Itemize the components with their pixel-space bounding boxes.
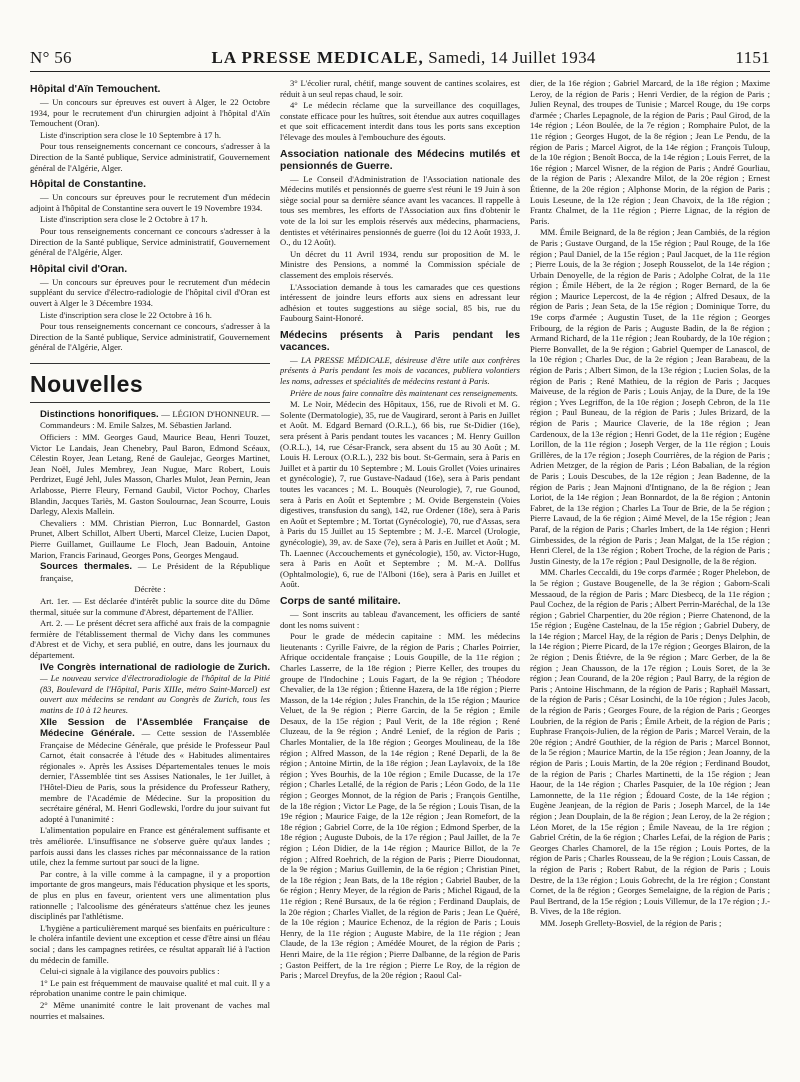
paragraph: Celui-ci signale à la vigilance des pouvoirs publics : <box>40 966 220 977</box>
section-title: Hôpital d'Aïn Temouchent. <box>30 84 161 95</box>
paragraph: Pour tous renseignements concernant ce concours s'adresser à la Direction de la Santé publique, Service administratif, Gouvernement général de l'Algérie, Alger. <box>30 225 270 258</box>
page-header <box>30 40 770 72</box>
paragraph: L'hygiène a particulièrement marqué ses bienfaits en puériculture : le choléra infantile devient une exception et cesse d'être ainsi un fléau social ; dans les campagnes retirées, ce résultat apparaît lié à l'action du médecin de famille. <box>30 922 270 965</box>
paragraph: Art. 1er. — Est déclarée d'intérêt public la source dite du Dôme thermal, située sur la commune d'Abrest, département de l'Allier. <box>30 595 270 617</box>
paragraph: — LA PRESSE MÉDICALE, désireuse d'être utile aux confrères présents à Paris pendant les mois de vacances, publiera volontiers les noms, adresses et spécialités de médecins restant à Paris. <box>280 354 520 387</box>
paragraph-text: — Cette session de l'Assemblée Française de Médecine Générale, que préside le Professeur Paul Carnot, était consacrée à l'étude des « Habitudes alimentaires régionales ». Après les Assises Départementales tenues le mois dernier, l'Assemblée tint ses Assises Nationales, le 1er Juillet, à l'Hôtel-Dieu de Paris, sous la présidence du Professeur Rathery, membre de l'Académie de Médecine. Sur la proposition du secrétaire général, M. Henri Godlewski, l'ordre du jour suivant fut adopté à l'unanimité : <box>40 728 270 824</box>
paragraph: L'alimentation populaire en France est généralement suffisante et très améliorée. L'insuffisance ne s'observe guère qu'aux landes ; parfois aussi dans les classes riches par méconnaissance de la ration utile, chez la femme surtout par souci de la ligne. <box>30 825 270 868</box>
paragraph <box>30 662 270 716</box>
paragraph <box>30 561 270 583</box>
paragraph: L'Association demande à tous les camarades que ces questions intéressent de joindre leurs efforts aux siens en adressant leur adhésion et toutes suggestions au siège social, 85 bis, rue du Faubourg Saint-Honoré. <box>280 281 520 324</box>
paragraph: Pour tous renseignements concernant ce concours, s'adresser à la Direction de la Santé publique, Service administratif, Gouvernement général de l'Algérie, Alger. <box>30 321 270 353</box>
paragraph: M. Le Noir, Médecin des Hôpitaux, 156, rue de Rivoli et M. G. Solente (Dermatologie), 35, rue de Vaugirard, seront à Paris en Juillet et Août. M. Edgard Bernard (O.R.L.), 66 bis, rue St-Didier (16e), sera présent à Paris pendant toutes les vacances ; M. Henry Guillon (O.R.L.), 14, rue César-Franck, sera absent du 15 au 30 Août ; M. Louis H. Leroux (O.R.L.), 232 bis bout. St-Germain, sera à Paris en Juillet et à partir du 10 Septembre ; M. Louis Grollet (Voies urinaires et gynécologie), 7, rue Gustave-Nadaud (16e), sera à Paris pendant toutes les vacances ; M. L. Bouquès (Neurologie), 7, rue Gounod, sera à Paris en Août et Septembre ; M. Ovide Bergenstein (Voies digestives, transfusion du sang), 142, rue Ordener (18e), sera à Paris en Août et Septembre ; M. Tortat (Gynécologie), 70, rue d'Assas, sera à Paris du 15 Juillet au 15 Septembre ; M. J.-E. Marcel (Urologie, gynécologie), 39, av. de Saxe (7e), sera à Paris en Juillet et Août ; M. Th. Laennec (Accouchements et gynécologie), 150, av. Victor-Hugo, sera à Paris en Août et Septembre ; M. M.-A. Dollfus (Ophtalmologie), 6, rue de l'Alboni (16e), sera à Paris en Juillet et Août. <box>280 399 520 590</box>
column-1 <box>30 78 270 1062</box>
paragraph: 1° Le pain est fréquemment de mauvaise qualité et mal cuit. Il y a réprobation unanime contre le pain chimique. <box>30 977 270 999</box>
paragraph <box>30 409 270 431</box>
journal-title <box>212 48 596 68</box>
paragraph: — Sont inscrits au tableau d'avancement, les officiers de santé dont les noms suivent : <box>280 608 520 630</box>
section-title: Sources thermales. <box>40 561 133 573</box>
paragraph: Chevaliers : MM. Christian Pierron, Luc Bonnardel, Gaston Prunet, Albert Schillot, Albert Uberti, Marcel Cleize, Lucien Dapot, Pierre Guillamet, Guillaume Le Floch, Jean Badouin, Antoine Marion, Francis Farinaud, Georges Pons, Georges Mengaud. <box>30 517 270 560</box>
paragraph: Officiers : MM. Georges Gaud, Maurice Beau, Henri Touzet, Victor Le Landais, Jean Chenebry, Paul Baron, Edmond Scéaux, Célestin Royer, Jean Letang, René de Gaulejac, Georges Martinet, Jean Noël, Jules Membrey, Jean Nugue, Marc Robert, Louis Perdrizet, Eugé Jehl, Jules Masson, Charles Mulot, Jean Pernin, Jean Arlabosse, Pierre Fleury, Fernand Gaubil, Victor Pochoy, Charles Blandin, Jacques Tariès, M. Gaston Soulournac, Jean Scourre, Louis Darlegy, Alexis Mallein. <box>30 432 270 517</box>
paragraph: Art. 2. — Le présent décret sera affiché aux frais de la compagnie fermière de l'établissement thermal de Vichy dans les communes d'Abrest et de Vichy, et sera publié, en outre, dans les journaux du département. <box>30 618 270 660</box>
issue-number: N° 56 <box>30 48 72 67</box>
paragraph: — Le Conseil d'Administration de l'Association nationale des Médecins mutilés et pensionnés de guerre s'est réuni le 19 Juin à son siège social pour sa dernière séance avant les vacances. Il rappelle à tous ses membres, les efforts de l'Association aux fins d'obtenir le vote de la loi sur les emplois réservés aux médecins, pharmaciens, dentistes et vétérinaires pensionnés de guerre (loi du 12 Août 1933, J. O., du 12 Août). <box>280 173 520 248</box>
paragraph-text: — Le Président de la République française, <box>40 561 270 583</box>
section-title: Distinctions honorifiques. <box>40 408 159 420</box>
paragraph: Liste d'inscription sera close le 22 Octobre à 16 h. <box>40 309 212 320</box>
section-title: Médecins présents à Paris pendant les vacances. <box>280 329 520 353</box>
paragraph-text: — Le nouveau service d'électroradiologie de l'hôpital de la Pitié (83, Boulevard de l'Hôpital, Paris XIIIe, métro Saint-Marcel) est ouvert aux médecins se rendant au Congrès de Zurich, tous les matins de 10 à 12 heures. <box>40 673 270 715</box>
paragraph-text: — LÉGION D'HONNEUR. — Commandeurs : M. Emile Salzes, M. Sébastien Jarland. <box>40 408 270 431</box>
section-title: Association nationale des Médecins mutilés et pensionnés de Guerre. <box>280 148 520 172</box>
paragraph: Liste d'inscription sera close le 2 Octobre à 17 h. <box>40 214 208 225</box>
paragraph: 4° Le médecin réclame que la surveillance des coquillages, constate efficace pour les huîtres, soit étendue aux autres coquillages et que soit efficacement interdit dans tous les ports sans exception l'élevage des moules à l'embouchure des égouts. <box>280 100 520 142</box>
section-title: Hôpital de Constantine. <box>30 179 147 191</box>
paragraph: Par contre, à la ville comme à la campagne, il y a proportion importante de gros mangeurs, mais l'éducation physique et les sports, de plus en plus en faveur, orientent vers une alimentation plus rationnelle ; l'alcoolisme des générateurs s'atténue chez les jeunes disciplinés par l'athlétisme. <box>30 868 270 922</box>
paragraph: Pour le grade de médecin capitaine : MM. les médecins lieutenants : Cyrille Faivre, de la région de Paris ; Charles Poirrier, Afrique occidentale française ; Louis Goupille, de la 11e région ; Charles Lasserre, de la 18e région ; Pierre Keller, des troupes du groupe de l'Indochine ; Louis Fagart, de la 9e région ; Théodore Chevalier, de la 13e région ; Étienne Hazera, de la 18e région ; Pierre Masson, de la 14e région ; Jules Franchin, de la 15e région ; Maurice Veluet, de la 9e région ; Pierre Garcin, de la 5e région ; Emile Desaux, de la 15e région ; Paul Verit, de la 18e région ; René Cluzeau, de la 9e région ; André Lenief, de la région de Paris ; Charles Montalier, de la 18e région ; Georges Moulineau, de la 18e région ; Alfred Masson, de la 14e région ; René Deparli, de la 8e région ; Antoine Mirtin, de la 18e région ; Jean Laylavoix, de la 18e région ; Yves Bourhis, de la 10e région ; Emile Ducasse, de la 17e région ; Charles Letallé, de la région de Paris ; Léon Godo, de la 11e région ; Georges Monnot, de la région de Paris ; François Gentilhe, de la 18e région ; Victor Le Page, de la 5e région ; Louis Tisan, de la 19e région ; Maurice Faige, de la 12e région ; Jean Romefort, de la 18e région ; Gabriel Corre, de la 10e région ; Edmond Sperber, de la 18e région ; Auguste Dubois, de la 17e région ; Paul Jaillet, de la 7e région ; Léon Didier, de la 14e région ; Maurice Billot, de la 7e région ; Alfred Roehrich, de la région de Paris ; Pierre Dioudonnat, de la 9e région ; Marius Guillemin, de la 6e région ; Christian Pinet, de la 18e région ; Jean Bats, de la 18e région ; Gabriel Bauber, de la 6e région ; Henry Meyer, de la région de Paris ; Michel Rigaud, de la 11e région ; René Bursaux, de la 6e région ; Ferdinand Dauplais, de la 20e région ; Charles Viallet, de la région de Paris ; Jean Le Quéré, de la 10e région ; Maurice Echenoz, de la région de Paris ; Louis Henry, de la 11e région ; Auguste Mabire, de la 11e région ; Jean Claude, de la 13e région ; Amédée Mouret, de la région de Paris ; Henri Maire, de la 11e région ; Pierre Dalbanne, de la région de Paris ; Gaston Peiffert, de la 1re région ; Pierre Le Roy, de la région de Paris ; Marcel Dreyfus, de la 20e région ; Raoul Cal- <box>280 631 520 981</box>
paragraph: — Un concours sur épreuves pour le recrutement d'un médecin adjoint à l'hôpital de Constantine sera ouvert le 19 Novembre 1934. <box>30 192 270 213</box>
paragraph: — Un concours sur épreuves est ouvert à Alger, le 22 Octobre 1934, pour le recrutement d'un chirurgien adjoint à l'hôpital d'Aïn Temouchent (Oran). <box>30 97 270 129</box>
section-title: Corps de santé militaire. <box>280 595 401 607</box>
paragraph: Décrète : <box>134 584 166 595</box>
paragraph: Un décret du 11 Avril 1934, rendu sur proposition de M. le Ministre des Pensions, a nommé la Commission spéciale de classement des emplois réservés. <box>280 248 520 280</box>
paragraph: dier, de la 16e région ; Gabriel Marcard, de la 18e région ; Maxime Leroy, de la région de Paris ; Henri Verdier, de la région de Paris ; Julien Reynal, des troupes de Tunisie ; Marcel Rouge, du 19e corps d'armée ; Charles Lepagnole, de la région de Paris ; Paul Girod, de la 14e région ; Léon Boulée, de la 7e région ; Romphaire Pulot, de la 11e région ; Georges Hugot, de la 8e région ; Jean Le Pendu, de la région de Paris ; Marcel Aigrot, de la 14e région ; François Tuloup, de la 10e région ; Benoît Bocca, de la 14e région ; Louis Ferret, de la 16e région ; Marcel Wisner, de la région de Paris ; André Gourliau, de la région de Paris ; Alexandre Milot, de la 20e région ; Ernest Étienne, de la 20e région ; Alphonse Morin, de la région de Paris ; Louis Leseune, de la 12e région ; Jean Chavoix, de la 18e région ; Frantz Chalmet, de la 11e région ; Pierre Lignac, de la région de Paris. <box>530 78 770 226</box>
section-title: Hôpital civil d'Oran. <box>30 263 128 275</box>
section-title: IVe Congrès international de radiologie de Zurich. <box>40 661 270 673</box>
journal-name: LA PRESSE MEDICALE, <box>211 48 424 67</box>
paragraph <box>30 717 270 825</box>
page-number: 1151 <box>735 48 770 67</box>
paragraph: Pour tous renseignements concernant ce concours, s'adresser à la Direction de la Santé publique, Service administratif, Gouvernement général de l'Algérie, Alger. <box>30 141 270 173</box>
issue-date: Samedi, 14 Juillet 1934 <box>428 48 596 67</box>
section-title: XIIe Session de l'Assemblée Française de Médecine Générale. <box>40 716 270 740</box>
paragraph: — Un concours sur épreuves pour le recrutement d'un médecin suppléant du service d'électro-radiologie de l'hôpital civil d'Oran est ouvert à Alger le 3 Décembre 1934. <box>30 276 270 308</box>
paragraph: 2° Même unanimité contre le lait provenant de vaches mal nourries et malsaines. <box>30 999 270 1021</box>
paragraph: Liste d'inscription sera close le 10 Septembre à 17 h. <box>40 129 222 140</box>
paragraph: MM. Émile Beignard, de la 8e région ; Jean Cambiés, de la région de Paris ; Gustave Ourgand, de la 15e région ; Paul Rouge, de la 16e région ; Paul Daniel, de la 15e région ; Paul Jacquet, de la 11e région ; Pierre Louis, de la 3e région ; Joseph Rousselot, de la 14e région ; Urbain Denoyelle, de la région de Paris ; Adolphe Colrat, de la 11e région ; Émile Hébert, de la 2e région ; Roger Bernard, de la 6e région ; Maurice Lepercost, de la 4e région ; Alfred Desaux, de la région de Paris ; Jean Seta, de la 15e région ; Dominique Torre, du 19e corps d'armée ; Augustin Tuset, de la 11e région ; Georges Fribourg, de la région de Paris ; Auguste Badin, de la 8e région ; Armand Richard, de la 11e région ; Jean Roubardy, de la 10e région ; Pierre Bonvallet, de la 9e région ; Gabriel Quemper de Lanascol, de la 10e région ; Charles Duc, de la 2e région ; Jean Barabeau, de la région de Paris ; Albert Simon, de la 13e région ; Lucien Solas, de la région de Paris ; René Mathieu, de la région de Paris ; Jacques Maiveuse, de la région de Paris ; Louis Anjay, de la Dure, de la 19e région ; Yves Legriffon, de la 10e région ; Joseph Cebron, de la 11e région ; Paul Buneau, de la région de Paris ; Jules Brizard, de la région de Paris ; Maurice Claverie, de la 18e région ; Jean Cardenoux, de la 13e région ; Henri Godet, de la 11e région ; Eugène Lorillon, de la 11e région ; Joseph Verger, de la 11e région ; Louis Grillères, de la 17e région ; Joseph Courrières, de la région de Paris ; Adrien Metzger, de la région de Paris ; Léon Babalian, de la région de Paris ; Louis Descubes, de la 12e région ; Jean Badenne, de la région de Paris ; Jean Majnoni d'Intignano, de la 8e région ; Jean Loriot, de la 14e région ; Jean Bonnardot, de la 8e région ; Antonin Fabret, de la 13e région ; Charles La Tour de Brie, de la 5e région ; Pierre Lavaud, de la 6e région ; Aimé Mevel, de la 15e région ; Jean Paraf, de la région de Paris ; Charles Imbert, de la 14e région ; Henri Gimbessides, de la région de Paris ; Jean Malgat, de la 15e région ; Henri Clerel, de la 13e région ; Robert Troche, de la région de Paris ; Justin Ginesty, de la 17e région ; Paul Designolle, de la 8e région. <box>530 227 770 566</box>
paragraph: Prière de nous faire connaître dès maintenant ces renseignements. <box>290 387 519 398</box>
paragraph: MM. Joseph Grellety-Bosviel, de la région de Paris ; <box>540 917 722 928</box>
paragraph: 3° L'écolier rural, chétif, mange souvent de cantines scolaires, est réduit à un seul repas chaud, le soir. <box>280 78 520 99</box>
columns <box>30 78 770 1062</box>
paragraph: MM. Charles Ceccaldi, du 19e corps d'armée ; Roger Phelebon, de la 5e région ; Gustave Bougenelle, de la 3e région ; Gaborn-Scali Messaoud, de la région de Paris ; Marc Diesbecq, de la 11e région ; Paul Cochez, de la région de Paris ; Albert Perrin-Maréchal, de la 13e région ; Gabriel Charpentier, du 20e région ; Pierre Chatenond, de la 15e région ; Eugène Castelnau, de la 15e région ; Gabriel Dubery, de la 14e région ; Marcel Hay, de la région de Paris ; Denys Delphin, de la 14e région ; Pierre Picard, de la 17e région ; Georges Blairon, de la 2e région ; Denis Étiévre, de la 9e région ; Marc Gerber, de la 8e région ; Jean Chausson, de la 17e région ; Louis Soret, de la 3e région ; Jean Courand, de la 20e région ; Paul Barry, de la région de Paris ; Antoine Hischmann, de la région de Paris ; Raphaël Massart, de la région de Paris ; César Losinchi, de la 10e région ; Jules Jacob, de la région de Paris ; Georges Foure, de la région de Paris ; Georges Loubrien, de la région de Paris ; Émile Arbeit, de la région de Paris ; Euphrase François-Julien, de la région de Paris ; Marcel Verain, de la 20e région ; André Gouthier, de la région de Paris ; Marcel Bonnot, de la 5e région ; Maurice Martin, de la 15e région ; Jean Joanny, de la région de Paris ; Louis Martin, de la 20e région ; Ferdinand Boudot, de la région de Paris ; Charles Martinetti, de la 15e région ; Jean Haour, de la 14e région ; Charles Pasquier, de la 10e région ; Jean Lamonnette, de la 11e région ; Édouard Coste, de la 14e région ; Eugène Jeanjean, de la région de Paris ; Joseph Marcel, de la 14e région ; Jean Douplain, de la 8e région ; Jean Leroy, de la 2e région ; Léon Moret, de la 15e région ; Émile Naveau, de la 1re région ; Gabriel Crétin, de la 6e région ; Charles Lefai, de la région de Paris ; Georges Charles Chamorel, de la 15e région ; Louis Portes, de la région de Paris ; Charles Rousseau, de la 9e région ; Louis Cassan, de la région de Paris ; Robert Rabut, de la région de Paris ; Louis Destre, de la 13e région ; Louis Gobrecht, de la 1re région ; Constant Cornet, de la 8e région ; Georges Semelaigne, de la région de Paris ; Paul Bertrand, de la 15e région ; Louis Villemur, de la 17e région ; J.-B. Vives, de la 18e région. <box>530 567 770 917</box>
column-3 <box>530 78 770 1062</box>
column-2 <box>280 78 520 1062</box>
nouvelles-heading: Nouvelles <box>30 363 270 403</box>
